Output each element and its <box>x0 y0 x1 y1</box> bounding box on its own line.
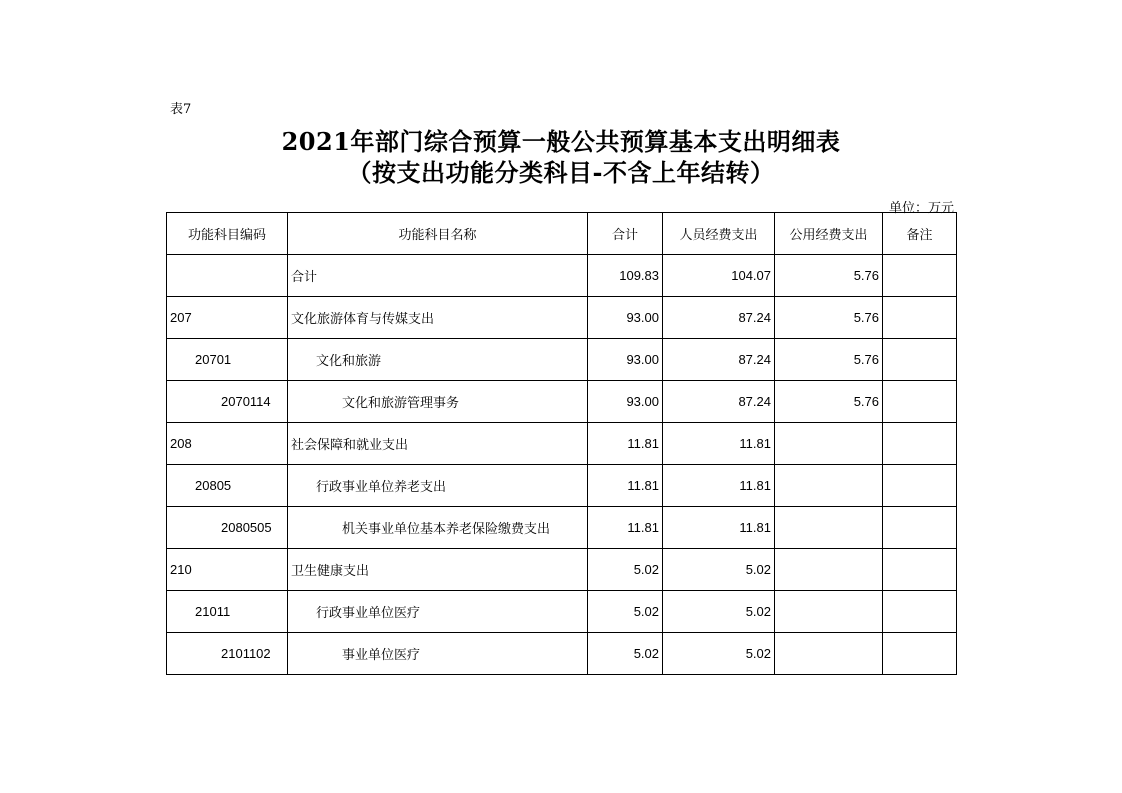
cell-code <box>167 255 288 297</box>
cell-note <box>883 297 957 339</box>
table-row <box>167 297 957 339</box>
table-row <box>167 591 957 633</box>
table-row <box>167 465 957 507</box>
cell-note <box>883 549 957 591</box>
cell-note <box>883 465 957 507</box>
cell-note <box>883 507 957 549</box>
cell-name: 文化和旅游 <box>288 339 588 381</box>
table-row <box>167 633 957 675</box>
cell-code: 2070114 <box>167 381 288 423</box>
cell-personnel: 104.07 <box>663 255 775 297</box>
cell-personnel: 5.02 <box>663 549 775 591</box>
table-row <box>167 423 957 465</box>
cell-name: 文化旅游体育与传媒支出 <box>288 297 588 339</box>
header-name: 功能科目名称 <box>288 213 588 255</box>
unit-label: 单位：万元 <box>888 201 954 216</box>
cell-public <box>775 423 883 465</box>
cell-code: 210 <box>167 549 288 591</box>
table-row <box>167 339 957 381</box>
cell-note <box>883 633 957 675</box>
cell-total: 93.00 <box>588 339 663 381</box>
table-header-row <box>167 213 957 255</box>
cell-public: 5.76 <box>775 381 883 423</box>
cell-name: 机关事业单位基本养老保险缴费支出 <box>288 507 588 549</box>
table-row <box>167 549 957 591</box>
cell-personnel: 5.02 <box>663 633 775 675</box>
header-personnel: 人员经费支出 <box>663 213 775 255</box>
cell-total: 5.02 <box>588 549 663 591</box>
cell-public: 5.76 <box>775 297 883 339</box>
header-note: 备注 <box>883 213 957 255</box>
cell-code: 20701 <box>167 339 288 381</box>
cell-note <box>883 423 957 465</box>
cell-total: 93.00 <box>588 297 663 339</box>
header-code: 功能科目编码 <box>167 213 288 255</box>
cell-note <box>883 255 957 297</box>
cell-code: 208 <box>167 423 288 465</box>
cell-total: 5.02 <box>588 633 663 675</box>
cell-code: 2101102 <box>167 633 288 675</box>
cell-public: 5.76 <box>775 339 883 381</box>
header-total: 合计 <box>588 213 663 255</box>
cell-personnel: 87.24 <box>663 297 775 339</box>
table-number-label: 表7 <box>170 102 192 117</box>
cell-personnel: 5.02 <box>663 591 775 633</box>
cell-public <box>775 507 883 549</box>
table-row <box>167 381 957 423</box>
header-public: 公用经费支出 <box>775 213 883 255</box>
cell-name: 文化和旅游管理事务 <box>288 381 588 423</box>
cell-total: 11.81 <box>588 465 663 507</box>
cell-name: 行政事业单位养老支出 <box>288 465 588 507</box>
cell-name: 社会保障和就业支出 <box>288 423 588 465</box>
cell-total: 11.81 <box>588 507 663 549</box>
cell-personnel: 11.81 <box>663 465 775 507</box>
cell-public: 5.76 <box>775 255 883 297</box>
cell-name: 事业单位医疗 <box>288 633 588 675</box>
cell-public <box>775 465 883 507</box>
cell-personnel: 11.81 <box>663 507 775 549</box>
cell-note <box>883 591 957 633</box>
cell-code: 207 <box>167 297 288 339</box>
cell-total: 11.81 <box>588 423 663 465</box>
cell-total: 93.00 <box>588 381 663 423</box>
page-subtitle: （按支出功能分类科目-不含上年结转） <box>347 158 775 187</box>
cell-code: 2080505 <box>167 507 288 549</box>
cell-name: 卫生健康支出 <box>288 549 588 591</box>
cell-personnel: 87.24 <box>663 381 775 423</box>
cell-note <box>883 339 957 381</box>
table-row <box>167 507 957 549</box>
cell-note <box>883 381 957 423</box>
cell-personnel: 87.24 <box>663 339 775 381</box>
cell-name: 行政事业单位医疗 <box>288 591 588 633</box>
cell-code: 20805 <box>167 465 288 507</box>
cell-personnel: 11.81 <box>663 423 775 465</box>
cell-code: 21011 <box>167 591 288 633</box>
cell-total: 109.83 <box>588 255 663 297</box>
budget-table <box>166 212 957 675</box>
cell-public <box>775 549 883 591</box>
cell-name: 合计 <box>288 255 588 297</box>
cell-total: 5.02 <box>588 591 663 633</box>
table-row <box>167 255 957 297</box>
page-title: 2021年部门综合预算一般公共预算基本支出明细表 <box>281 127 841 156</box>
cell-public <box>775 633 883 675</box>
cell-public <box>775 591 883 633</box>
